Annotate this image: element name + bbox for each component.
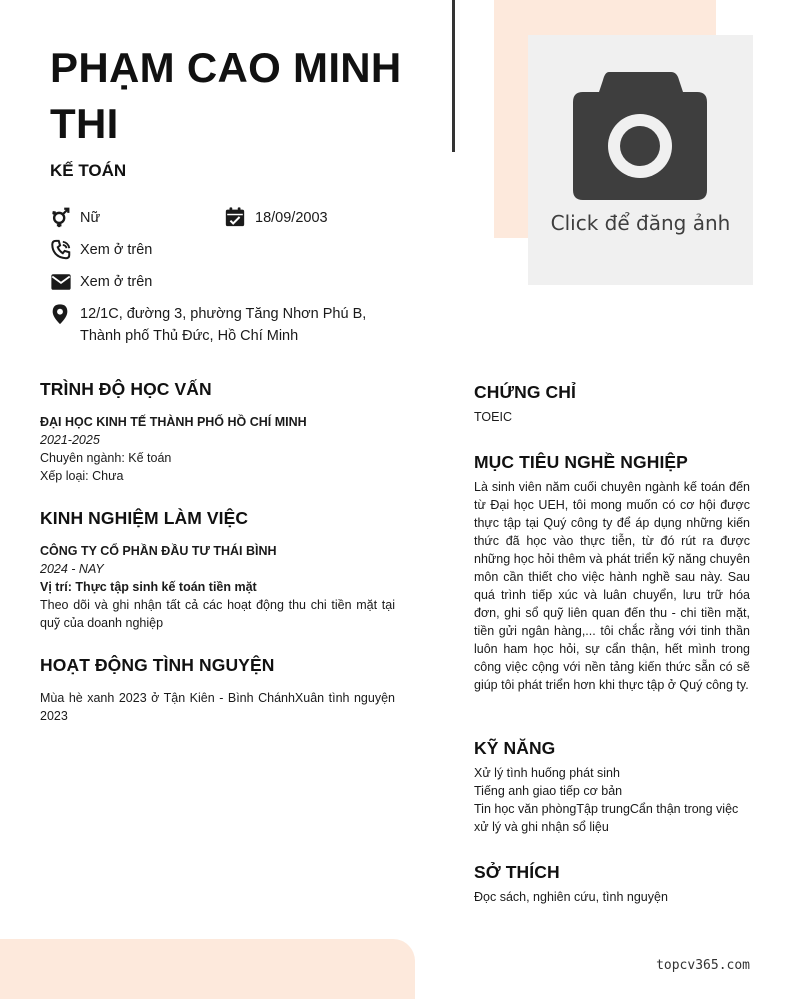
- volunteer-description: Mùa hè xanh 2023 ở Tận Kiên - Bình ChánhXuân tình nguyện 2023: [40, 691, 395, 723]
- skill-item-1: Xử lý tình huống phát sinh: [474, 766, 620, 780]
- experience-period: 2024 - NAY: [40, 562, 104, 576]
- education-period: 2021-2025: [40, 433, 100, 447]
- hobbies-text: Đọc sách, nghiên cứu, tình nguyện: [474, 890, 668, 904]
- hobbies-title: SỞ THÍCH: [474, 862, 560, 882]
- photo-upload-label: Click để đăng ảnh: [550, 211, 731, 235]
- education-school: ĐẠI HỌC KINH TẾ THÀNH PHỐ HỒ CHÍ MINH: [40, 415, 307, 429]
- phone-icon: [50, 239, 72, 261]
- decorative-divider-line: [452, 0, 455, 152]
- address-line-1: 12/1C, đường 3, phường Tăng Nhơn Phú B,: [80, 306, 367, 322]
- certificates-title: CHỨNG CHỈ: [474, 382, 576, 402]
- objective-text: Là sinh viên năm cuối chuyên ngành kế toán đến từ Đại học UEH, tôi mong muốn có cơ hội được thực tập tại Quý công ty để áp dụng những kiến thức đã học vào thực tiễn, từ đó rút ra được những học hỏi thêm và phát triển kỹ năng chuyên môn cần thiết cho việc hành nghề sau này. Sau quá trình tiếp xúc và luân chuyển, lưu trữ hóa đơn, ghi sổ quỹ liên quan đến thu - chi tiền mặt, tiền gửi ngân hàng,... tôi chắc rằng với tinh thần luôn ham học hỏi, sự cẩn thận, hết mình trong công việc cộng với nền tảng kiến thức sẵn có sẽ giúp tôi phát triển hơn khi thực tập ở Quý công ty.: [474, 480, 750, 692]
- camera-icon: [573, 72, 707, 202]
- gender-icon: [50, 206, 72, 228]
- experience-description: Theo dõi và ghi nhận tất cả các hoạt động thu chi tiền mặt tại quỹ của doanh nghiệp: [40, 598, 395, 630]
- experience-position: Vị trí: Thực tập sinh kế toán tiền mặt: [40, 580, 257, 594]
- gender-value: Nữ: [80, 210, 101, 226]
- education-grade: Xếp loại: Chưa: [40, 469, 124, 483]
- email-value: Xem ở trên: [80, 274, 153, 290]
- footer-site[interactable]: topcv365.com: [656, 958, 750, 973]
- location-pin-icon: [49, 303, 71, 325]
- skill-item-3: Tin học văn phòngTập trungCẩn thận trong việc xử lý và ghi nhận sổ liệu: [474, 802, 739, 834]
- skill-item-2: Tiếng anh giao tiếp cơ bản: [474, 784, 623, 798]
- photo-upload-area[interactable]: [528, 35, 753, 285]
- certificate-item: TOEIC: [474, 410, 512, 424]
- job-title: KẾ TOÁN: [50, 161, 127, 180]
- skills-title: KỸ NĂNG: [474, 738, 556, 758]
- candidate-name: PHẠM CAO MINH THI: [50, 44, 402, 147]
- decorative-peach-block-bottom: [0, 939, 415, 999]
- phone-value: Xem ở trên: [80, 242, 153, 258]
- calendar-icon: [224, 206, 246, 228]
- experience-title: KINH NGHIỆM LÀM VIỆC: [40, 508, 249, 528]
- email-icon: [50, 271, 72, 293]
- education-title: TRÌNH ĐỘ HỌC VẤN: [40, 379, 212, 399]
- experience-company: CÔNG TY CỔ PHẦN ĐẦU TƯ THÁI BÌNH: [40, 544, 277, 558]
- address-line-2: Thành phố Thủ Đức, Hồ Chí Minh: [80, 328, 299, 344]
- volunteer-title: HOẠT ĐỘNG TÌNH NGUYỆN: [40, 655, 275, 675]
- birthday-value: 18/09/2003: [255, 210, 328, 226]
- objective-title: MỤC TIÊU NGHỀ NGHIỆP: [474, 452, 688, 472]
- education-major: Chuyên ngành: Kế toán: [40, 451, 172, 465]
